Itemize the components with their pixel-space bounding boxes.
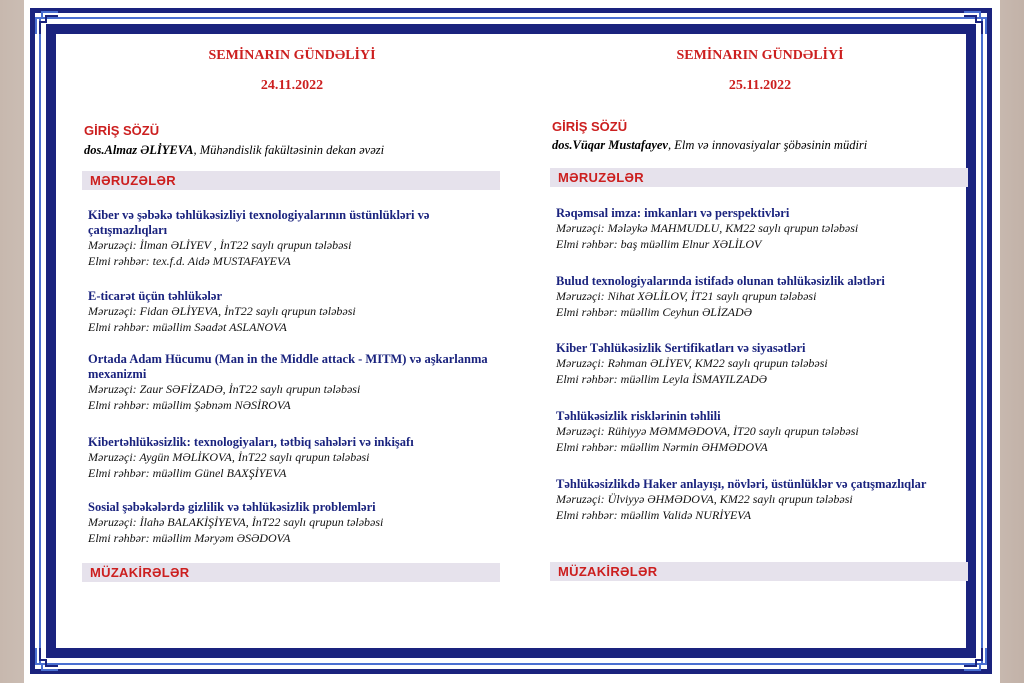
discussion-heading: MÜZAKİRƏLƏR [90, 565, 190, 580]
discussion-heading-bar [550, 562, 968, 581]
report-item [88, 435, 488, 481]
page-title: SEMİNARIN GÜNDƏLİYİ [208, 48, 376, 63]
report-item [556, 341, 956, 387]
report-title: Sosial şəbəkələrdə gizlilik və təhlükəsizlik problemləri [88, 500, 376, 514]
report-item [88, 500, 488, 546]
report-speaker: Məruzəçi: Mələykə MAHMUDLU, KM22 saylı qrupun tələbəsi [556, 221, 859, 235]
reports-heading: MƏRUZƏLƏR [90, 173, 176, 188]
corner-ornament-icon [34, 646, 60, 672]
intro-speaker-name: dos.Vüqar Mustafayev [552, 138, 668, 152]
reports-heading-bar [550, 168, 968, 187]
report-item [556, 477, 956, 523]
report-title: Təhlükəsizlik risklərinin təhlili [556, 409, 721, 423]
report-advisor: Elmi rəhbər: müəllim Leyla İSMAYILZADƏ [556, 371, 767, 386]
report-speaker: Məruzəçi: Fidan ƏLİYEVA, İnT22 saylı qrupun tələbəsi [88, 304, 356, 318]
report-item [556, 409, 956, 455]
intro-speaker-name: dos.Almaz ƏLİYEVA [84, 143, 194, 157]
report-speaker: Məruzəçi: Rəhman ƏLİYEV, KM22 saylı qrupun tələbəsi [556, 356, 828, 370]
intro-speaker-role: , Elm və innovasiyalar şöbəsinin müdiri [667, 138, 868, 152]
reports-heading: MƏRUZƏLƏR [558, 170, 644, 185]
report-item [88, 289, 488, 335]
report-title: Ortada Adam Hücumu (Man in the Middle attack - MITM) və aşkarlanma mexanizmi [88, 352, 488, 381]
day-one-column [82, 0, 502, 683]
report-title: Rəqəmsal imza: imkanları və perspektivləri [556, 206, 790, 220]
report-title: Kibertəhlükəsizlik: texnologiyaları, tətbiq sahələri və inkişafı [88, 435, 414, 449]
report-advisor: Elmi rəhbər: müəllim Səadət ASLANOVA [88, 319, 287, 334]
report-advisor: Elmi rəhbər: müəllim Nərmin ƏHMƏDOVA [556, 439, 768, 454]
report-advisor: Elmi rəhbər: müəllim Validə NURİYEVA [556, 507, 752, 522]
report-item [556, 274, 956, 320]
page-title: SEMİNARIN GÜNDƏLİYİ [676, 48, 844, 63]
reports-heading-bar [82, 171, 500, 190]
discussion-heading: MÜZAKİRƏLƏR [558, 564, 658, 579]
report-item [88, 208, 488, 269]
report-speaker: Məruzəçi: İlman ƏLİYEV , İnT22 saylı qrupun tələbəsi [88, 238, 352, 252]
seminar-date: 25.11.2022 [728, 78, 792, 93]
intro-speaker-role: , Mühəndislik fakültəsinin dekan əvəzi [193, 143, 385, 157]
report-speaker: Məruzəçi: Rühiyyə MƏMMƏDOVA, İT20 saylı qrupun tələbəsi [556, 424, 859, 438]
day-two-column [550, 0, 970, 683]
report-advisor: Elmi rəhbər: tex.f.d. Aidə MUSTAFAYEVA [88, 253, 291, 268]
report-title: Kiber və şəbəkə təhlükəsizliyi texnologiyalarının üstünlükləri və çatışmazlıqları [88, 208, 430, 237]
corner-ornament-icon [34, 10, 60, 36]
report-speaker: Məruzəçi: Aygün MƏLİKOVA, İnT22 saylı qrupun tələbəsi [88, 450, 370, 464]
report-speaker: Məruzəçi: İlahə BALAKİŞİYEVA, İnT22 saylı qrupun tələbəsi [88, 515, 384, 529]
intro-speaker [84, 143, 384, 158]
intro-heading: GİRİŞ SÖZÜ [84, 123, 160, 138]
discussion-heading-bar [82, 563, 500, 582]
report-advisor: Elmi rəhbər: müəllim Ceyhun ƏLİZADƏ [556, 304, 752, 319]
report-title: Kiber Təhlükəsizlik Sertifikatları və siyasətləri [556, 341, 806, 355]
report-advisor: Elmi rəhbər: müəllim Məryəm ƏSƏDOVA [88, 530, 291, 545]
intro-speaker [552, 138, 867, 153]
seminar-date: 24.11.2022 [260, 78, 324, 93]
report-title: Təhlükəsizlikdə Haker anlayışı, növləri, üstünlüklər və çatışmazlıqlar [556, 477, 927, 491]
report-title: Bulud texnologiyalarında istifadə olunan təhlükəsizlik alətləri [556, 274, 885, 288]
report-item [88, 352, 488, 413]
report-title: E-ticarət üçün təhlükələr [88, 289, 223, 303]
report-advisor: Elmi rəhbər: baş müəllim Elnur XƏLİLOV [556, 236, 762, 251]
report-speaker: Məruzəçi: Ülviyyə ƏHMƏDOVA, KM22 saylı qrupun tələbəsi [556, 492, 853, 506]
report-speaker: Məruzəçi: Nihat XƏLİLOV, İT21 saylı qrupun tələbəsi [556, 289, 817, 303]
report-advisor: Elmi rəhbər: müəllim Günel BAXŞİYEVA [88, 465, 287, 480]
report-speaker: Məruzəçi: Zaur SƏFİZADƏ, İnT22 saylı qrupun tələbəsi [88, 382, 361, 396]
report-advisor: Elmi rəhbər: müəllim Şəbnəm NƏSİROVA [88, 397, 291, 412]
intro-heading: GİRİŞ SÖZÜ [552, 119, 628, 134]
report-item [556, 206, 956, 252]
